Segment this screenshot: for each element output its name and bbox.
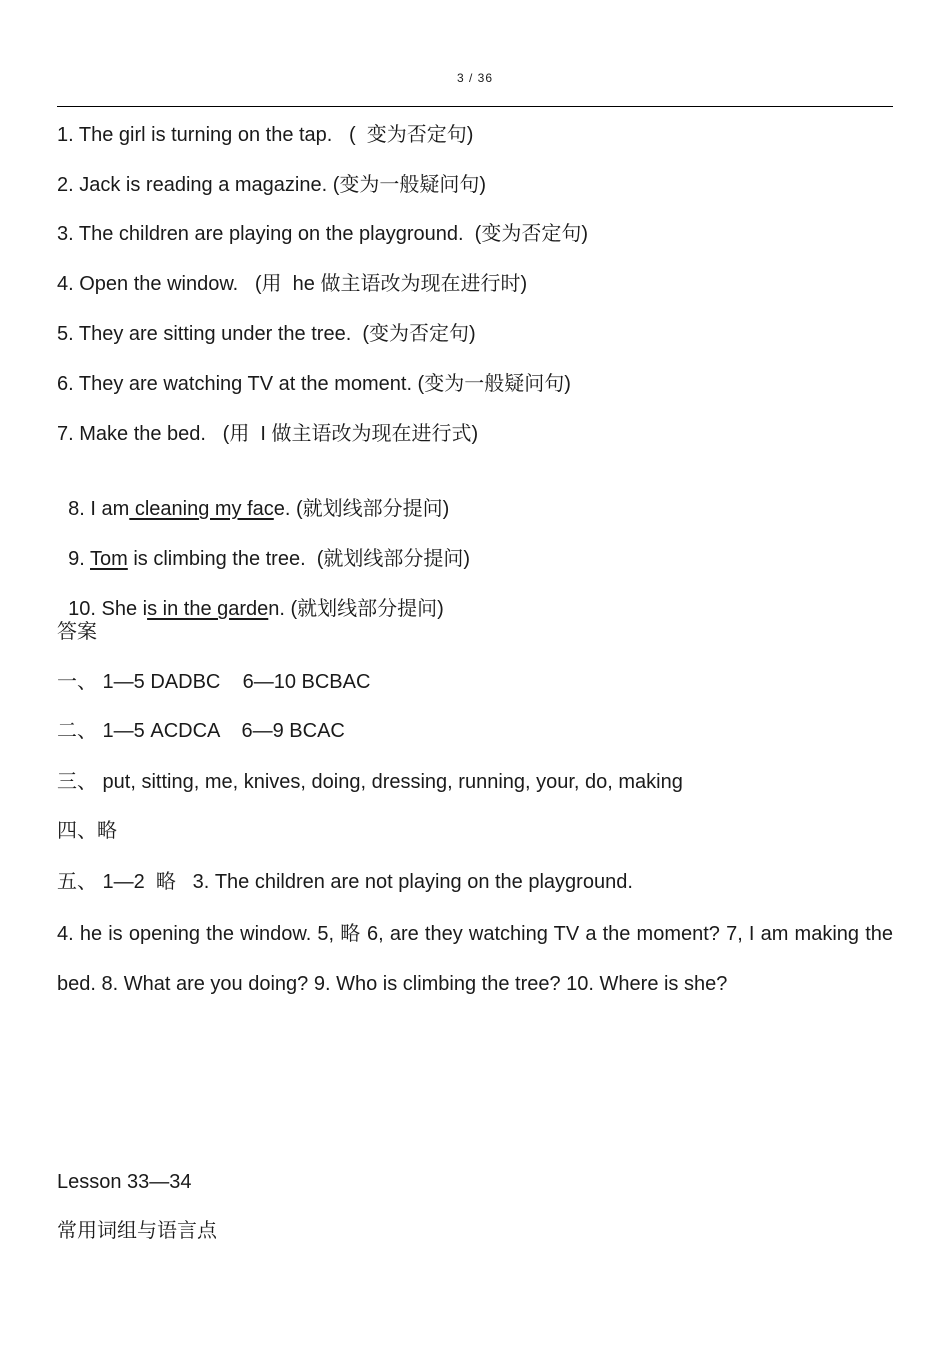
page-number: 3 / 36 <box>456 71 494 85</box>
lesson-title: Lesson 33—34 <box>57 1171 192 1193</box>
question-10-suffix: n. (就划线部分提问) <box>268 598 444 620</box>
question-8-suffix: e. (就划线部分提问) <box>273 498 450 520</box>
answer-section-4: 四、略 <box>57 820 117 842</box>
question-9-underlined: Tom <box>90 548 128 570</box>
answer-section-2: 二、 1—5 ACDCA 6—9 BCAC <box>57 720 345 742</box>
question-9-suffix: is climbing the tree. (就划线部分提问) <box>127 548 471 570</box>
answers-heading: 答案 <box>57 621 97 643</box>
question-2: 2. Jack is reading a magazine. (变为一般疑问句) <box>57 174 487 196</box>
question-8-underlined: cleaning my fac <box>129 498 274 520</box>
question-6: 6. They are watching TV at the moment. (变为一般疑问句) <box>57 373 571 395</box>
question-5: 5. They are sitting under the tree. (变为否定句) <box>57 323 476 345</box>
question-7: 7. Make the bed. (用 I 做主语改为现在进行式) <box>57 423 479 445</box>
answer-section-3: 三、 put, sitting, me, knives, doing, dressing, running, your, do, making <box>57 771 683 793</box>
question-10-underlined: s in the garde <box>147 598 269 620</box>
question-10 <box>57 570 444 622</box>
answer-section-5-continued: 4. he is opening the window. 5, 略 6, are they watching TV a the moment? 7, I am making the bed. 8. What are you doing? 9. Who is climbing the tree? 10. Where is she? <box>57 923 893 995</box>
question-8-prefix: 8. I am <box>68 498 130 520</box>
question-1: 1. The girl is turning on the tap. ( 变为否定句) <box>57 124 474 146</box>
question-9 <box>57 520 470 572</box>
question-9-prefix: 9. <box>68 548 90 570</box>
question-8 <box>57 470 449 522</box>
answer-section-1: 一、 1—5 DADBC 6—10 BCBAC <box>57 671 371 693</box>
question-4: 4. Open the window. (用 he 做主语改为现在进行时) <box>57 273 528 295</box>
question-10-prefix: 10. She i <box>68 598 148 620</box>
answer-section-5: 五、 1—2 略 3. The children are not playing on the playground. <box>57 871 633 893</box>
question-3: 3. The children are playing on the playground. (变为否定句) <box>57 223 589 245</box>
lesson-subtitle: 常用词组与语言点 <box>57 1220 217 1242</box>
header-divider <box>57 106 893 107</box>
